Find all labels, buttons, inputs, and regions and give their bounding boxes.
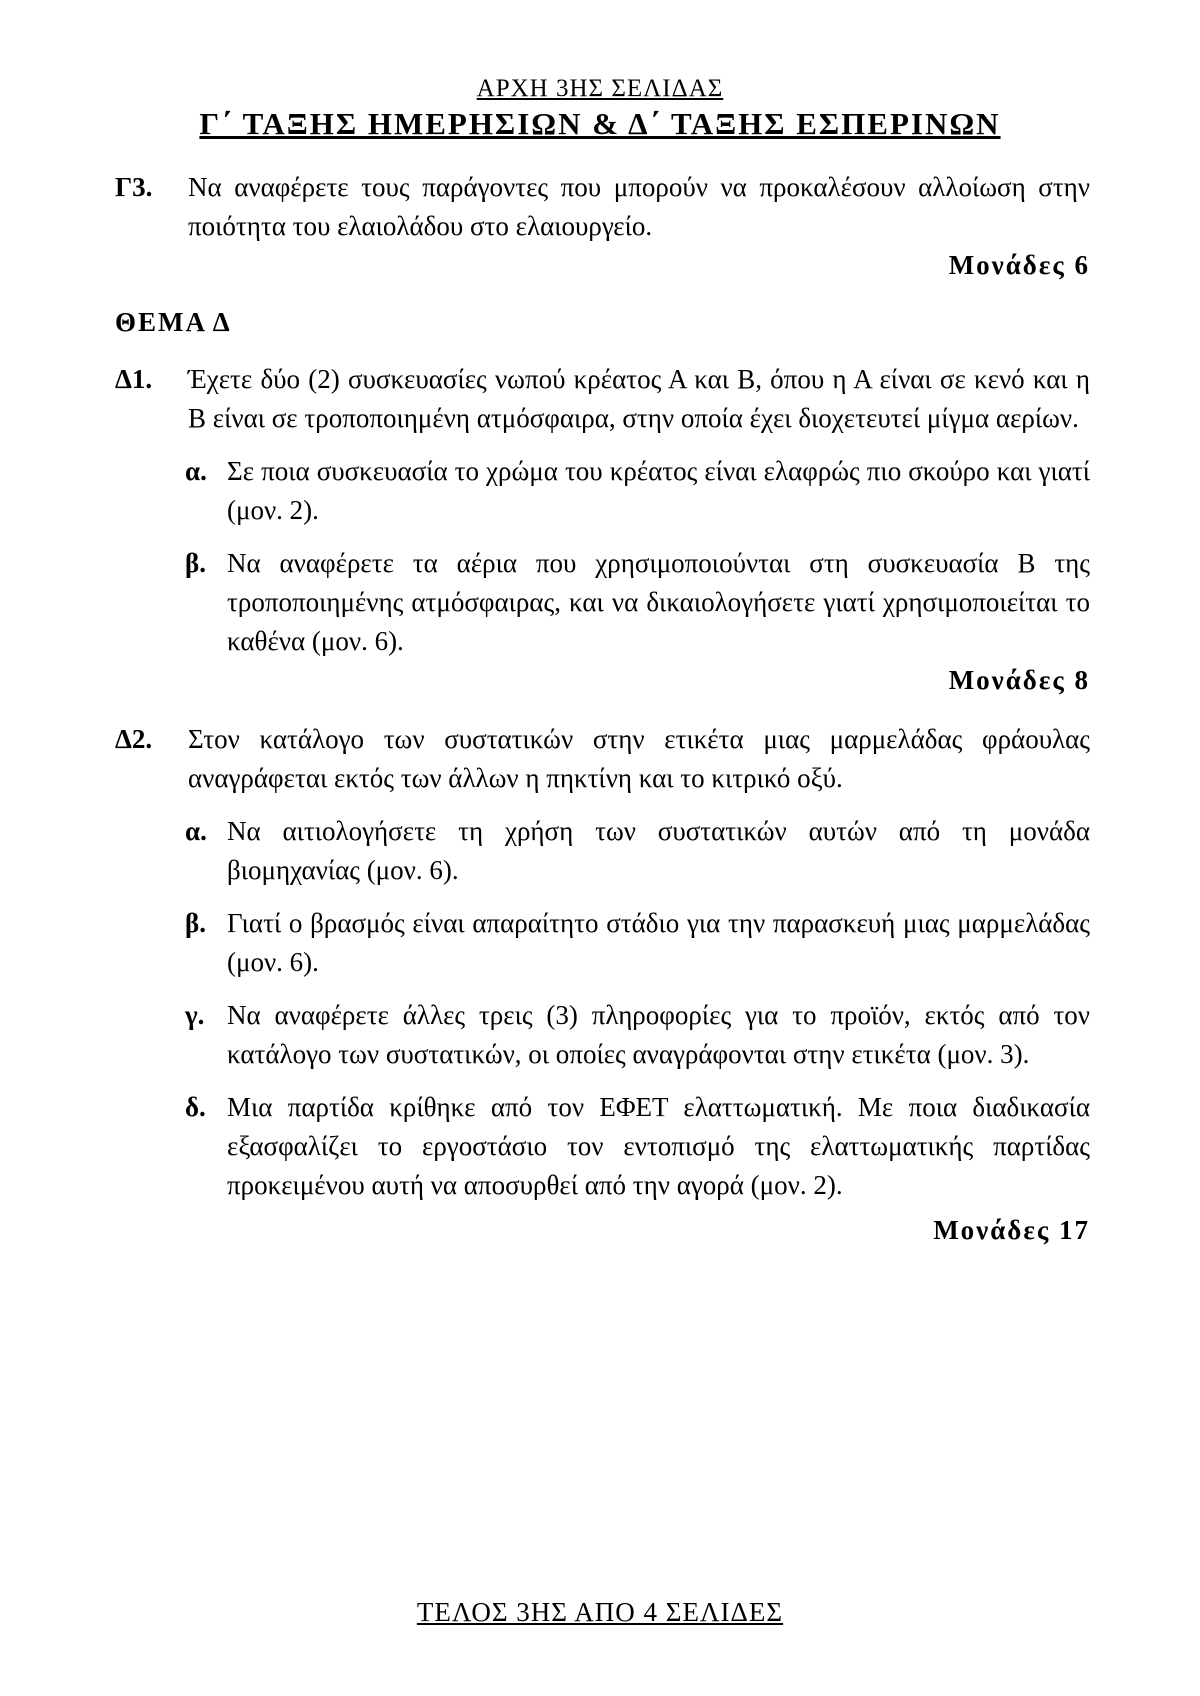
subquestion-d2-c [115,996,1090,1074]
class-title: Γ΄ ΤΑΞΗΣ ΗΜΕΡΗΣΙΩΝ & Δ΄ ΤΑΞΗΣ ΕΣΠΕΡΙΝΩΝ [199,106,1001,141]
marks-d2: Μονάδες 17 [933,1215,1090,1245]
subquestion-d1-a [115,452,1090,530]
subquestion-d2-b [115,904,1090,982]
subquestion-text: Να αναφέρετε τα αέρια που χρησιμοποιούνται στη συσκευασία Β της τροποποιημένης ατμόσφαιρας, και να δικαιολογήσετε γιατί χρησιμοποιείται το καθένα (μον. 6). [227,548,1090,656]
question-text: Έχετε δύο (2) συσκευασίες νωπού κρέατος Α και Β, όπου η Α είναι σε κενό και η Β είναι σε τροποποιημένη ατμόσφαιρα, στην οποία έχει διοχετευτεί μίγμα αερίων. [188,364,1090,433]
question-d1 [115,360,1090,438]
subquestion-label: δ. [185,1092,206,1122]
question-number: Δ2. [115,724,153,754]
subquestion-d1-b [115,544,1090,661]
exam-content [115,168,1090,1250]
question-number: Δ1. [115,364,153,394]
subquestion-label: α. [185,816,207,846]
question-number: Γ3. [115,172,153,202]
subquestion-label: β. [185,908,206,938]
subquestion-text: Να αναφέρετε άλλες τρεις (3) πληροφορίες για το προϊόν, εκτός από τον κατάλογο των συστατικών, οι οποίες αναγράφονται στην ετικέτα (μον. 3). [227,1000,1090,1069]
subquestion-text: Γιατί ο βρασμός είναι απαραίτητο στάδιο για την παρασκευή μιας μαρμελάδας (μον. 6). [227,908,1090,977]
marks-g3: Μονάδες 6 [948,250,1090,280]
page-footer: ΤΕΛΟΣ 3ΗΣ ΑΠΟ 4 ΣΕΛΙΔΕΣ [416,1597,784,1627]
question-text: Στον κατάλογο των συστατικών στην ετικέτα μιας μαρμελάδας φράουλας αναγράφεται εκτός των άλλων η πηκτίνη και το κιτρικό οξύ. [188,724,1090,793]
subquestion-text: Σε ποια συσκευασία το χρώμα του κρέατος είναι ελαφρώς πιο σκούρο και γιατί (μον. 2). [227,456,1090,525]
page-header [0,74,1200,142]
marks-d1: Μονάδες 8 [948,665,1090,695]
section-title: ΘΕΜΑ Δ [115,307,232,337]
subquestion-d2-a [115,812,1090,890]
question-d2 [115,720,1090,798]
page-start-label: ΑΡΧΗ 3ΗΣ ΣΕΛΙΔΑΣ [476,75,724,102]
question-text: Να αναφέρετε τους παράγοντες που μπορούν να προκαλέσουν αλλοίωση στην ποιότητα του ελαιολάδου στο ελαιουργείο. [188,172,1090,241]
subquestion-label: α. [185,456,207,486]
subquestion-text: Να αιτιολογήσετε τη χρήση των συστατικών αυτών από τη μονάδα βιομηχανίας (μον. 6). [227,816,1090,885]
question-g3 [115,168,1090,246]
subquestion-label: β. [185,548,206,578]
subquestion-text: Μια παρτίδα κρίθηκε από τον ΕΦΕΤ ελαττωματική. Με ποια διαδικασία εξασφαλίζει το εργοστάσιο τον εντοπισμό της ελαττωματικής παρτίδας προκειμένου αυτή να αποσυρθεί από την αγορά (μον. 2). [227,1092,1090,1200]
subquestion-label: γ. [185,1000,205,1030]
subquestion-d2-d [115,1088,1090,1205]
